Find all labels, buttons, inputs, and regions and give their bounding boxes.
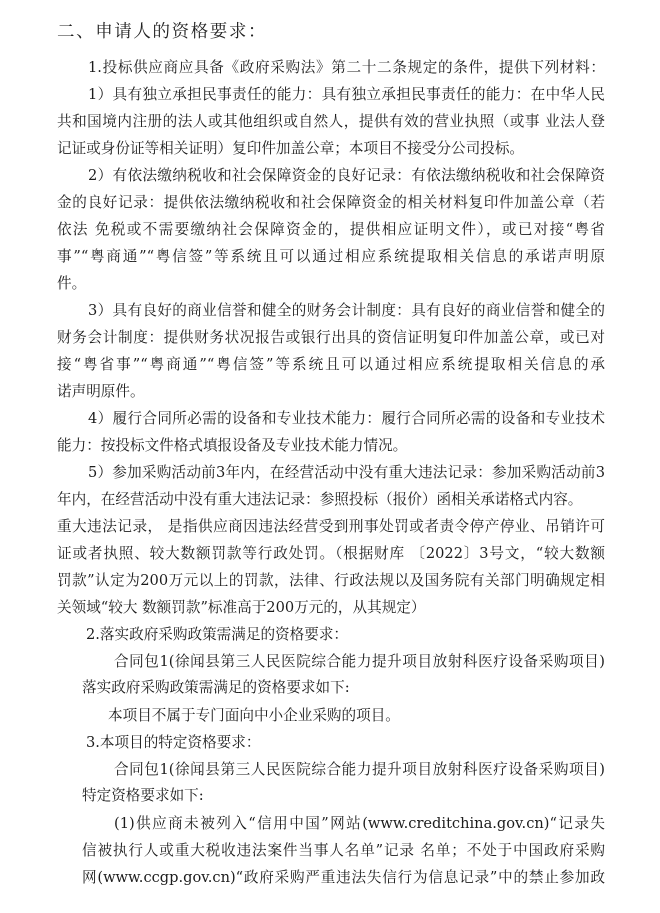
body-text-line: 重大违法记录， 是指供应商因违法经营受到刑事处罚或者责令停产停业、吊销许可	[57, 518, 605, 535]
body-text-line: 证或者执照、较大数额罚款等行政处罚。（根据财库 〔2022〕3号文，“较大数额	[57, 545, 605, 562]
body-text-line: 1.投标供应商应具备《政府采购法》第二十二条规定的条件，提供下列材料：	[88, 59, 605, 76]
body-text-line: 关领域“较大 数额罚款”标准高于200万元的，从其规定）	[57, 599, 426, 616]
body-text-line: 落实政府采购政策需满足的资格要求如下:	[82, 679, 350, 696]
body-text-line: 合同包1(徐闻县第三人民医院综合能力提升项目放射科医疗设备采购项目)	[114, 761, 605, 778]
body-text-line: 记证或身份证等相关证明）复印件加盖公章；本项目不接受分公司投标。	[57, 140, 525, 157]
body-text-line: 能力：按投标文件格式填报设备及专业技术能力情况。	[57, 437, 408, 454]
body-text-line: 网(www.ccgp.gov.cn)“政府采购严重违法失信行为信息记录”中的禁止参加政	[82, 869, 605, 886]
body-text-line: 件。	[57, 275, 87, 292]
body-text-line: 4）履行合同所必需的设备和专业技术能力：履行合同所必需的设备和专业技术	[88, 410, 605, 427]
body-text-line: 特定资格要求如下:	[82, 787, 204, 804]
body-text-line: 接“粤省事”“粤商通”“粤信签”等系统且可以通过相应系统提取相关信息的承	[57, 356, 605, 373]
body-text-line: 共和国境内注册的法人或其他组织或自然人，提供有效的营业执照（或事 业法人登	[57, 113, 605, 130]
body-text-line: 本项目不属于专门面向中小企业采购的项目。	[108, 707, 400, 724]
body-text-line: 5）参加采购活动前3年内，在经营活动中没有重大违法记录：参加采购活动前3	[88, 464, 605, 481]
section-heading: 二、申请人的资格要求：	[57, 22, 268, 42]
body-text-line: 信被执行人或重大税收违法案件当事人名单”记录 名单；不处于中国政府采购	[82, 842, 605, 859]
body-text-line: 财务会计制度：提供财务状况报告或银行出具的资信证明复印件加盖公章，或已对	[57, 329, 605, 346]
body-text-line: (1)供应商未被列入“信用中国”网站(www.creditchina.gov.cn)“记录失	[114, 815, 605, 832]
body-text-line: 1）具有独立承担民事责任的能力：具有独立承担民事责任的能力：在中华人民	[88, 86, 605, 103]
body-text-line: 3.本项目的特定资格要求：	[86, 734, 261, 751]
body-text-line: 罚款”认定为200万元以上的罚款，法律、行政法规以及国务院有关部门明确规定相	[57, 572, 605, 589]
body-text-line: 合同包1(徐闻县第三人民医院综合能力提升项目放射科医疗设备采购项目)	[114, 653, 605, 670]
body-text-line: 年内，在经营活动中没有重大违法记录：参照投标（报价）函相关承诺格式内容。	[57, 491, 583, 508]
body-text-line: 依法 免税或不需要缴纳社会保障资金的，提供相应证明文件），或已对接“粤省	[57, 221, 605, 238]
body-text-line: 事”“粤商通”“粤信签”等系统且可以通过相应系统提取相关信息的承诺声明原	[57, 248, 605, 265]
body-text-line: 金的良好记录：提供依法缴纳税收和社会保障资金的相关材料复印件加盖公章（若	[57, 194, 605, 211]
body-text-line: 2）有依法缴纳税收和社会保障资金的良好记录：有依法缴纳税收和社会保障资	[88, 167, 605, 184]
body-text-line: 诺声明原件。	[57, 383, 145, 400]
body-text-line: 3）具有良好的商业信誉和健全的财务会计制度：具有良好的商业信誉和健全的	[88, 302, 605, 319]
body-text-line: 2.落实政府采购政策需满足的资格要求：	[86, 626, 349, 643]
